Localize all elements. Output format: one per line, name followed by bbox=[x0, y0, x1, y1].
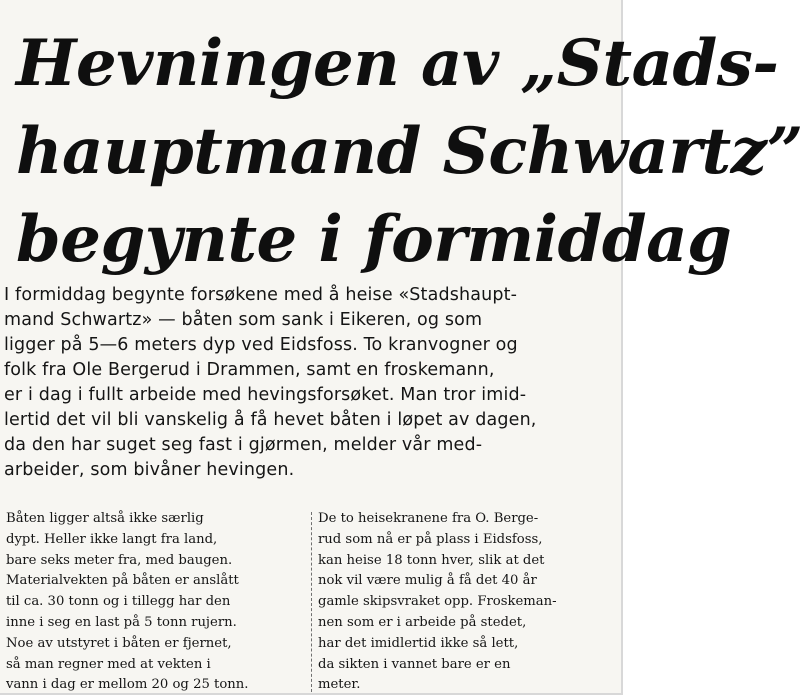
body-line: dypt. Heller ikke langt fra land, bbox=[6, 531, 218, 547]
lead-line: lertid det vil bli vanskelig å få hevet båten i løpet av dagen, bbox=[4, 410, 537, 430]
lead-line: mand Schwartz» — båten som sank i Eikeren, og som bbox=[4, 310, 483, 330]
body-line: inne i seg en last på 5 tonn rujern. bbox=[6, 614, 237, 630]
body-line: til ca. 30 tonn og i tillegg har den bbox=[6, 594, 231, 610]
body-line: bare seks meter fra, med baugen. bbox=[6, 552, 233, 568]
body-line: Materialvekten på båten er anslått bbox=[6, 573, 239, 589]
body-line: gamle skipsvraket opp. Froskeman- bbox=[318, 594, 557, 610]
body-line: De to heisekranene fra O. Berge- bbox=[318, 511, 539, 526]
body-line: så man regner med at vekten i bbox=[6, 656, 211, 672]
body-column-left bbox=[6, 509, 306, 696]
lead-line: ligger på 5—6 meters dyp ved Eidsfoss. To kranvogner og bbox=[4, 335, 518, 355]
body-line: vann i dag er mellom 20 og 25 tonn. bbox=[6, 677, 249, 693]
body-column-right bbox=[318, 509, 618, 696]
headline bbox=[16, 20, 803, 284]
headline-line: hauptmand Schwartz” bbox=[16, 114, 803, 189]
headline-line: begynte i formiddag bbox=[16, 202, 732, 277]
lead-paragraph bbox=[4, 283, 616, 483]
body-line: har det imidlertid ikke så lett, bbox=[318, 635, 519, 651]
lead-line: arbeider, som bivåner hevingen. bbox=[4, 460, 295, 480]
headline-line: Hevningen av „Stads- bbox=[16, 26, 779, 101]
lead-line: I formiddag begynte forsøkene med å heise «Stadshaupt- bbox=[4, 285, 518, 305]
body-line: da sikten i vannet bare er en bbox=[318, 656, 511, 672]
column-divider bbox=[311, 512, 312, 692]
body-line: meter. bbox=[318, 677, 361, 693]
lead-line: folk fra Ole Bergerud i Drammen, samt en froskemann, bbox=[4, 360, 495, 380]
lead-line: da den har suget seg fast i gjørmen, melder vår med- bbox=[4, 435, 483, 455]
lead-line: er i dag i fullt arbeide med hevingsforsøket. Man tror imid- bbox=[4, 385, 527, 405]
body-line: kan heise 18 tonn hver, slik at det bbox=[318, 552, 545, 568]
body-line: Noe av utstyret i båten er fjernet, bbox=[6, 635, 232, 651]
body-line: rud som nå er på plass i Eidsfoss, bbox=[318, 531, 543, 547]
body-line: nen som er i arbeide på stedet, bbox=[318, 614, 527, 630]
body-line: nok vil være mulig å få det 40 år bbox=[318, 573, 537, 589]
body-line: Båten ligger altså ikke særlig bbox=[6, 511, 204, 526]
